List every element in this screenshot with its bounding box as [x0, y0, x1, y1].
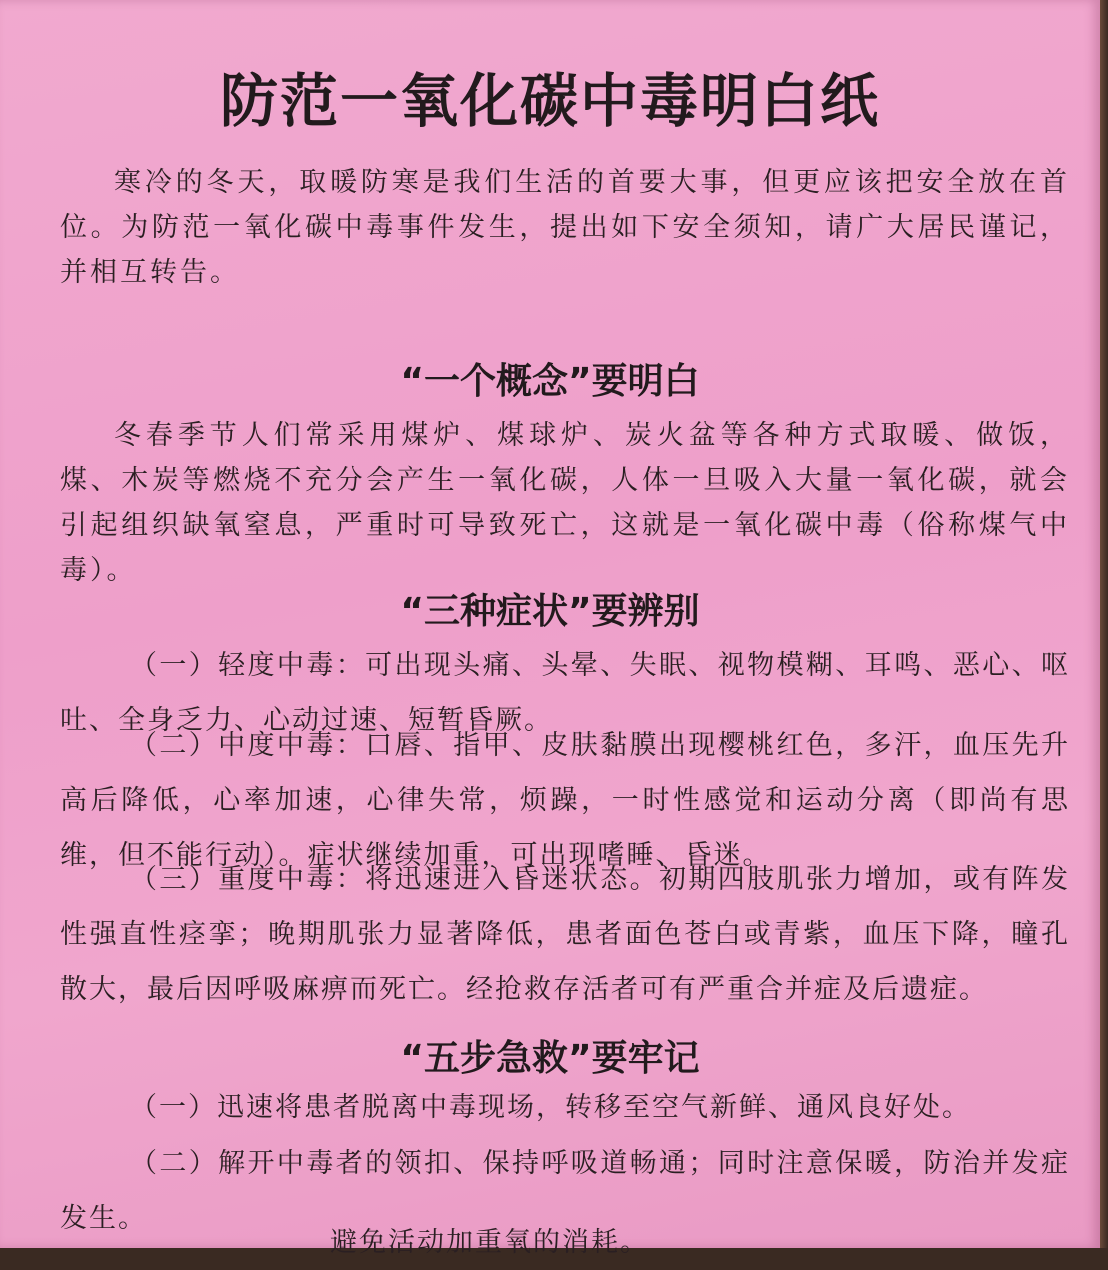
first-aid-step-1: （一）迅速将患者脱离中毒现场，转移至空气新鲜、通风良好处。	[130, 1092, 971, 1123]
first-aid-step-partial: 避免活动加重氧的消耗。	[330, 1227, 649, 1258]
paper-edge-shadow	[1100, 0, 1108, 1248]
section-heading-first-aid: “五步急救”要牢记	[400, 1038, 700, 1079]
section-heading-symptoms: “三种症状”要辨别	[400, 591, 700, 632]
concept-paragraph: 冬春季节人们常采用煤炉、煤球炉、炭火盆等各种方式取暖、做饭，煤、木炭等燃烧不充分会产生一氧化碳，人体一旦吸入大量一氧化碳，就会引起组织缺氧窒息，严重时可导致死亡，这就是一氧化碳中毒（俗称煤气中毒）。	[60, 420, 1070, 586]
section-heading-concept: “一个概念”要明白	[400, 361, 700, 402]
symptom-moderate: （二）中度中毒：口唇、指甲、皮肤黏膜出现樱桃红色，多汗，血压先升高后降低，心率加速，心律失常，烦躁，一时性感觉和运动分离（即尚有思维，但不能行动）。症状继续加重，可出现嗜睡、昏迷。	[60, 730, 1070, 871]
intro-paragraph: 寒冷的冬天，取暖防寒是我们生活的首要大事，但更应该把安全放在首位。为防范一氧化碳中毒事件发生，提出如下安全须知，请广大居民谨记，并相互转告。	[60, 167, 1070, 288]
symptom-severe: （三）重度中毒：将迅速进入昏迷状态。初期四肢肌张力增加，或有阵发性强直性痉挛；晚期肌张力显著降低，患者面色苍白或青紫，血压下降，瞳孔散大，最后因呼吸麻痹而死亡。经抢救存活者可有严重合并症及后遗症。	[60, 864, 1070, 1005]
document-title: 防范一氧化碳中毒明白纸	[219, 67, 880, 135]
symptom-mild: （一）轻度中毒：可出现头痛、头晕、失眠、视物模糊、耳鸣、恶心、呕吐、全身乏力、心动过速、短暂昏厥。	[60, 650, 1070, 736]
first-aid-step-2: （二）解开中毒者的领扣、保持呼吸道畅通；同时注意保暖，防治并发症发生。	[60, 1148, 1070, 1234]
